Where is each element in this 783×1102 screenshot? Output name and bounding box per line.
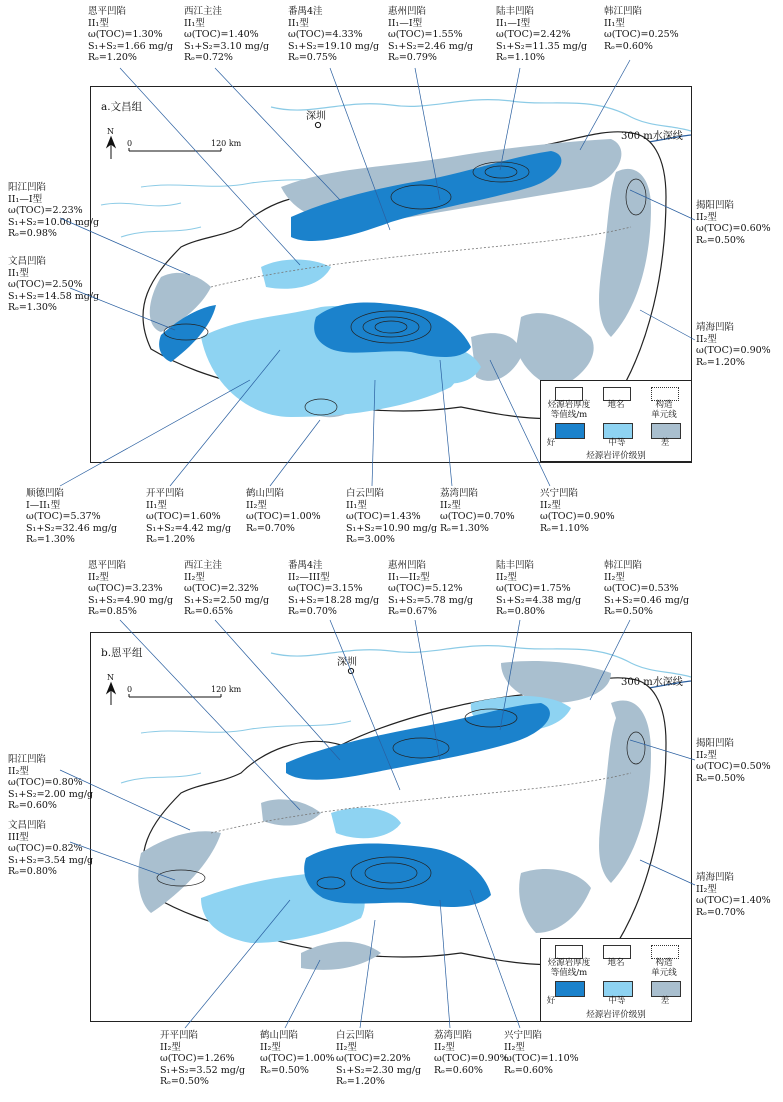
legend-poor-label: 差 xyxy=(660,438,670,448)
label-kaiping-b: 开平凹陷 II₂型 ω(TOC)=1.26% S₁+S₂=3.52 mg/g Rₒ=0.50% xyxy=(160,1030,246,1087)
label-xingning-b: 兴宁凹陷 II₂型 ω(TOC)=1.10% Rₒ=0.60% xyxy=(504,1030,579,1076)
label-xijiang-b: 西江主洼 II₂型 ω(TOC)=2.32% S₁+S₂=2.50 mg/g Rₒ=0.65% xyxy=(184,560,270,617)
legend-poor-swatch xyxy=(651,423,681,439)
north-label-a: N xyxy=(107,127,114,136)
label-heshan-a: 鹤山凹陷 II₂型 ω(TOC)=1.00% Rₒ=0.70% xyxy=(246,488,321,534)
label-lufeng-b: 陆丰凹陷 II₂型 ω(TOC)=1.75% S₁+S₂=4.38 mg/g Rₒ=0.80% xyxy=(496,560,582,617)
label-lufeng-a: 陆丰凹陷 II₁—I型 ω(TOC)=2.42% S₁+S₂=11.35 mg/g Rₒ=1.10% xyxy=(496,6,588,63)
legend-b-medium-swatch xyxy=(603,981,633,997)
label-jieyang-a: 揭阳凹陷 II₂型 ω(TOC)=0.60% Rₒ=0.50% xyxy=(696,200,771,246)
legend-b-good-label: 好 xyxy=(546,996,556,1006)
label-yangjiang-b: 阳江凹陷 II₂型 ω(TOC)=0.80% S₁+S₂=2.00 mg/g Rₒ=0.60% xyxy=(8,754,94,811)
legend-b-footer: 烃源岩评价级别 xyxy=(586,1010,646,1020)
legend-footer: 烃源岩评价级别 xyxy=(586,451,646,461)
legend-place-swatch xyxy=(603,387,631,401)
label-enping-a: 恩平凹陷 II₁型 ω(TOC)=1.30% S₁+S₂=1.66 mg/g Rₒ=1.20% xyxy=(88,6,174,63)
label-panyu4-b: 番禺4洼 II₂—III型 ω(TOC)=3.15% S₁+S₂=18.28 mg/g Rₒ=0.70% xyxy=(288,560,380,617)
legend-b-unit-swatch xyxy=(651,945,679,959)
legend-a xyxy=(540,380,692,462)
legend-unit-swatch xyxy=(651,387,679,401)
label-hanjiang-a: 韩江凹陷 II₁型 ω(TOC)=0.25% Rₒ=0.60% xyxy=(604,6,679,52)
legend-b xyxy=(540,938,692,1022)
label-huizhou-a: 惠州凹陷 II₁—I型 ω(TOC)=1.55% S₁+S₂=2.46 mg/g Rₒ=0.79% xyxy=(388,6,474,63)
label-liwan-a: 荔湾凹陷 II₂型 ω(TOC)=0.70% Rₒ=1.30% xyxy=(440,488,515,534)
map-b-title: b.恩平组 xyxy=(101,647,143,659)
label-kaiping-a: 开平凹陷 II₁型 ω(TOC)=1.60% S₁+S₂=4.42 mg/g Rₒ=1.20% xyxy=(146,488,232,545)
legend-medium-swatch xyxy=(603,423,633,439)
legend-isopach-swatch xyxy=(555,387,583,401)
label-huizhou-b: 惠州凹陷 II₁—II₂型 ω(TOC)=5.12% S₁+S₂=5.78 mg/g Rₒ=0.67% xyxy=(388,560,474,617)
label-heshan-b: 鹤山凹陷 II₂型 ω(TOC)=1.00% Rₒ=0.50% xyxy=(260,1030,335,1076)
label-shunde-a: 顺德凹陷 I—II₁型 ω(TOC)=5.37% S₁+S₂=32.46 mg/g Rₒ=1.30% xyxy=(26,488,118,545)
label-jinghai-b: 靖海凹陷 II₂型 ω(TOC)=1.40% Rₒ=0.70% xyxy=(696,872,771,918)
label-liwan-b: 荔湾凹陷 II₂型 ω(TOC)=0.90% Rₒ=0.60% xyxy=(434,1030,509,1076)
city-shenzhen-b: 深圳 xyxy=(337,657,357,668)
north-label-b: N xyxy=(107,673,114,682)
legend-b-medium-label: 中等 xyxy=(608,996,626,1006)
legend-b-good-swatch xyxy=(555,981,585,997)
label-baiyun-a: 白云凹陷 II₁型 ω(TOC)=1.43% S₁+S₂=10.90 mg/g Rₒ=3.00% xyxy=(346,488,438,545)
legend-isopach-label: 烃源岩厚度 等值线/m xyxy=(547,400,591,420)
label-wenchang-b: 文昌凹陷 III型 ω(TOC)=0.82% S₁+S₂=3.54 mg/g Rₒ=0.80% xyxy=(8,820,94,877)
label-jinghai-a: 靖海凹陷 II₂型 ω(TOC)=0.90% Rₒ=1.20% xyxy=(696,322,771,368)
label-baiyun-b: 白云凹陷 II₂型 ω(TOC)=2.20% S₁+S₂=2.30 mg/g Rₒ=1.20% xyxy=(336,1030,422,1087)
depth-line-label-a: 300 m水深线 xyxy=(621,131,683,142)
scale-dist-a: 120 km xyxy=(211,139,242,148)
legend-b-unit-label: 构造 单元线 xyxy=(651,958,677,978)
label-panyu4-a: 番禺4洼 II₁型 ω(TOC)=4.33% S₁+S₂=19.10 mg/g Rₒ=0.75% xyxy=(288,6,380,63)
label-jieyang-b: 揭阳凹陷 II₂型 ω(TOC)=0.50% Rₒ=0.50% xyxy=(696,738,771,784)
legend-good-label: 好 xyxy=(546,438,556,448)
legend-unit-label: 构造 单元线 xyxy=(651,400,677,420)
label-hanjiang-b: 韩江凹陷 II₂型 ω(TOC)=0.53% S₁+S₂=0.46 mg/g Rₒ=0.50% xyxy=(604,560,690,617)
label-xijiang-a: 西江主洼 II₁型 ω(TOC)=1.40% S₁+S₂=3.10 mg/g Rₒ=0.72% xyxy=(184,6,270,63)
legend-b-isopach-swatch xyxy=(555,945,583,959)
legend-medium-label: 中等 xyxy=(608,438,626,448)
legend-b-place-label: 地名 xyxy=(607,958,625,968)
legend-good-swatch xyxy=(555,423,585,439)
legend-place-label: 地名 xyxy=(607,400,625,410)
scale-dist-b: 120 km xyxy=(211,685,242,694)
legend-b-poor-label: 差 xyxy=(660,996,670,1006)
city-shenzhen-a: 深圳 xyxy=(306,111,326,122)
legend-b-poor-swatch xyxy=(651,981,681,997)
label-yangjiang-a: 阳江凹陷 II₁—I型 ω(TOC)=2.23% S₁+S₂=10.00 mg/g Rₒ=0.98% xyxy=(8,182,100,239)
map-a-title: a.文昌组 xyxy=(101,101,143,113)
scale-zero-a: 0 xyxy=(127,139,133,148)
legend-b-isopach-label: 烃源岩厚度 等值线/m xyxy=(547,958,591,978)
legend-b-place-swatch xyxy=(603,945,631,959)
label-enping-b: 恩平凹陷 II₂型 ω(TOC)=3.23% S₁+S₂=4.90 mg/g Rₒ=0.85% xyxy=(88,560,174,617)
label-wenchang-a: 文昌凹陷 II₁型 ω(TOC)=2.50% S₁+S₂=14.58 mg/g Rₒ=1.30% xyxy=(8,256,100,313)
label-xingning-a: 兴宁凹陷 II₂型 ω(TOC)=0.90% Rₒ=1.10% xyxy=(540,488,615,534)
scale-zero-b: 0 xyxy=(127,685,133,694)
depth-line-label-b: 300 m水深线 xyxy=(621,677,683,688)
